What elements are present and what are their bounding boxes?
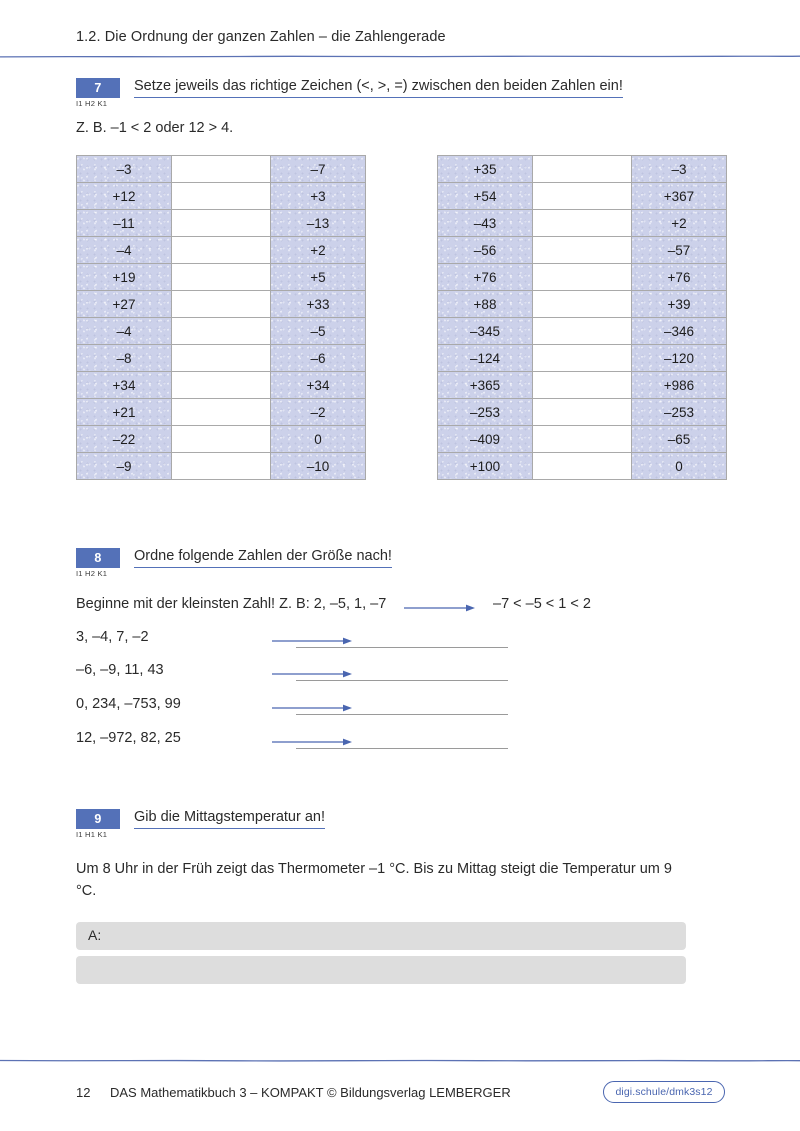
cell-left-value: –345 — [438, 318, 532, 344]
task-7-example: Z. B. –1 < 2 oder 12 > 4. — [76, 120, 234, 136]
cell-left-value: +100 — [438, 453, 532, 479]
table-row — [438, 453, 726, 479]
cell-sign-input[interactable] — [533, 372, 631, 398]
cell-right-value: +2 — [632, 210, 726, 236]
table-row — [77, 210, 365, 236]
table-row — [77, 399, 365, 425]
footer-imprint: DAS Mathematikbuch 3 – KOMPAKT © Bildungsverlag LEMBERGER — [110, 1085, 511, 1100]
cell-sign-input[interactable] — [533, 426, 631, 452]
cell-right-value: +33 — [271, 291, 365, 317]
task-8-row-numbers: –6, –9, 11, 43 — [76, 662, 164, 678]
task-9-answer-label: A: — [88, 927, 102, 943]
task-9-title: Gib die Mittagstemperatur an! — [134, 809, 325, 829]
cell-sign-input[interactable] — [172, 372, 270, 398]
task-9-body: Um 8 Uhr in der Früh zeigt das Thermometer –1 °C. Bis zu Mittag steigt die Temperatur um 9 °C. — [76, 861, 672, 899]
cell-left-value: +34 — [77, 372, 171, 398]
cell-left-value: +19 — [77, 264, 171, 290]
cell-right-value: –65 — [632, 426, 726, 452]
cell-sign-input[interactable] — [172, 426, 270, 452]
cell-sign-input[interactable] — [533, 264, 631, 290]
cell-left-value: –22 — [77, 426, 171, 452]
table-row — [438, 156, 726, 182]
table-row — [438, 264, 726, 290]
cell-right-value: +39 — [632, 291, 726, 317]
table-row — [438, 318, 726, 344]
table-row — [438, 291, 726, 317]
table-row — [438, 237, 726, 263]
cell-sign-input[interactable] — [533, 291, 631, 317]
comparison-table-left[interactable] — [76, 155, 366, 480]
cell-left-value: –8 — [77, 345, 171, 371]
cell-right-value: –57 — [632, 237, 726, 263]
cell-right-value: +2 — [271, 237, 365, 263]
table-row — [438, 210, 726, 236]
table-row — [77, 291, 365, 317]
cell-left-value: –409 — [438, 426, 532, 452]
task-9-answer-box-2[interactable] — [76, 956, 686, 984]
task-8-arrow-icon — [272, 700, 352, 718]
table-row — [77, 156, 365, 182]
task-8-row-numbers: 3, –4, 7, –2 — [76, 629, 149, 645]
cell-sign-input[interactable] — [172, 291, 270, 317]
task-7-competency-code: I1 H2 K1 — [76, 99, 108, 108]
task-9-number-badge: 9 — [76, 809, 120, 829]
table-row — [77, 426, 365, 452]
footer-page-number: 12 — [76, 1085, 91, 1100]
cell-right-value: +3 — [271, 183, 365, 209]
table-row — [77, 345, 365, 371]
task-8-answer-line[interactable] — [296, 647, 508, 648]
cell-right-value: –7 — [271, 156, 365, 182]
table-row — [77, 453, 365, 479]
table-row — [77, 264, 365, 290]
cell-right-value: 0 — [271, 426, 365, 452]
cell-sign-input[interactable] — [172, 399, 270, 425]
comparison-table-right[interactable] — [437, 155, 727, 480]
cell-right-value: –2 — [271, 399, 365, 425]
cell-right-value: –3 — [632, 156, 726, 182]
cell-left-value: –9 — [77, 453, 171, 479]
cell-sign-input[interactable] — [172, 318, 270, 344]
task-7-title: Setze jeweils das richtige Zeichen (<, >, =) zwischen den beiden Zahlen ein! — [134, 78, 623, 98]
cell-right-value: –120 — [632, 345, 726, 371]
cell-right-value: +34 — [271, 372, 365, 398]
comparison-table-right-body — [438, 156, 726, 479]
cell-left-value: +35 — [438, 156, 532, 182]
cell-right-value: –6 — [271, 345, 365, 371]
task-8-competency-code: I1 H2 K1 — [76, 569, 108, 578]
task-8-example-prompt: Beginne mit der kleinsten Zahl! Z. B: 2, –5, 1, –7 — [76, 596, 387, 612]
example-arrow-icon — [404, 600, 476, 618]
cell-left-value: +27 — [77, 291, 171, 317]
footer-divider — [0, 1059, 800, 1062]
chapter-title: 1.2. Die Ordnung der ganzen Zahlen – die Zahlengerade — [76, 29, 446, 45]
task-8-answer-line[interactable] — [296, 748, 508, 749]
cell-right-value: +367 — [632, 183, 726, 209]
table-row — [438, 399, 726, 425]
comparison-table-left-body — [77, 156, 365, 479]
cell-left-value: +21 — [77, 399, 171, 425]
cell-sign-input[interactable] — [533, 453, 631, 479]
cell-left-value: –3 — [77, 156, 171, 182]
cell-sign-input[interactable] — [533, 183, 631, 209]
table-row — [77, 318, 365, 344]
cell-left-value: +54 — [438, 183, 532, 209]
cell-left-value: –4 — [77, 237, 171, 263]
cell-left-value: –56 — [438, 237, 532, 263]
table-row — [438, 372, 726, 398]
cell-left-value: +76 — [438, 264, 532, 290]
cell-sign-input[interactable] — [533, 210, 631, 236]
cell-left-value: –43 — [438, 210, 532, 236]
cell-left-value: –4 — [77, 318, 171, 344]
cell-right-value: +986 — [632, 372, 726, 398]
task-8-arrow-icon — [272, 666, 352, 684]
cell-left-value: +88 — [438, 291, 532, 317]
task-8-arrow-icon — [272, 734, 352, 752]
task-8-example-answer: –7 < –5 < 1 < 2 — [493, 596, 591, 612]
cell-sign-input[interactable] — [172, 210, 270, 236]
cell-right-value: –13 — [271, 210, 365, 236]
header-divider — [0, 55, 800, 58]
cell-sign-input[interactable] — [172, 183, 270, 209]
task-7-number-badge: 7 — [76, 78, 120, 98]
cell-sign-input[interactable] — [533, 345, 631, 371]
cell-sign-input[interactable] — [533, 399, 631, 425]
cell-sign-input[interactable] — [533, 318, 631, 344]
table-row — [438, 345, 726, 371]
cell-right-value: +5 — [271, 264, 365, 290]
cell-right-value: –10 — [271, 453, 365, 479]
task-8-number-badge: 8 — [76, 548, 120, 568]
table-row — [438, 426, 726, 452]
cell-sign-input[interactable] — [172, 237, 270, 263]
task-8-row-numbers: 0, 234, –753, 99 — [76, 696, 181, 712]
cell-right-value: –253 — [632, 399, 726, 425]
cell-left-value: +12 — [77, 183, 171, 209]
table-row — [77, 237, 365, 263]
cell-right-value: –5 — [271, 318, 365, 344]
table-row — [438, 183, 726, 209]
cell-sign-input[interactable] — [172, 345, 270, 371]
cell-sign-input[interactable] — [172, 264, 270, 290]
task-8-row-numbers: 12, –972, 82, 25 — [76, 730, 181, 746]
cell-left-value: –124 — [438, 345, 532, 371]
task-8-answer-line[interactable] — [296, 680, 508, 681]
cell-sign-input[interactable] — [172, 453, 270, 479]
cell-left-value: –11 — [77, 210, 171, 236]
table-row — [77, 183, 365, 209]
task-9-competency-code: I1 H1 K1 — [76, 830, 108, 839]
task-8-answer-line[interactable] — [296, 714, 508, 715]
cell-right-value: –346 — [632, 318, 726, 344]
footer-link-badge[interactable]: digi.schule/dmk3s12 — [603, 1081, 725, 1103]
table-row — [77, 372, 365, 398]
cell-sign-input[interactable] — [172, 156, 270, 182]
cell-left-value: –253 — [438, 399, 532, 425]
cell-sign-input[interactable] — [533, 156, 631, 182]
cell-left-value: +365 — [438, 372, 532, 398]
cell-right-value: +76 — [632, 264, 726, 290]
task-8-title: Ordne folgende Zahlen der Größe nach! — [134, 548, 392, 568]
cell-right-value: 0 — [632, 453, 726, 479]
cell-sign-input[interactable] — [533, 237, 631, 263]
task-9-answer-box-1[interactable] — [76, 922, 686, 950]
task-8-arrow-icon — [272, 633, 352, 651]
